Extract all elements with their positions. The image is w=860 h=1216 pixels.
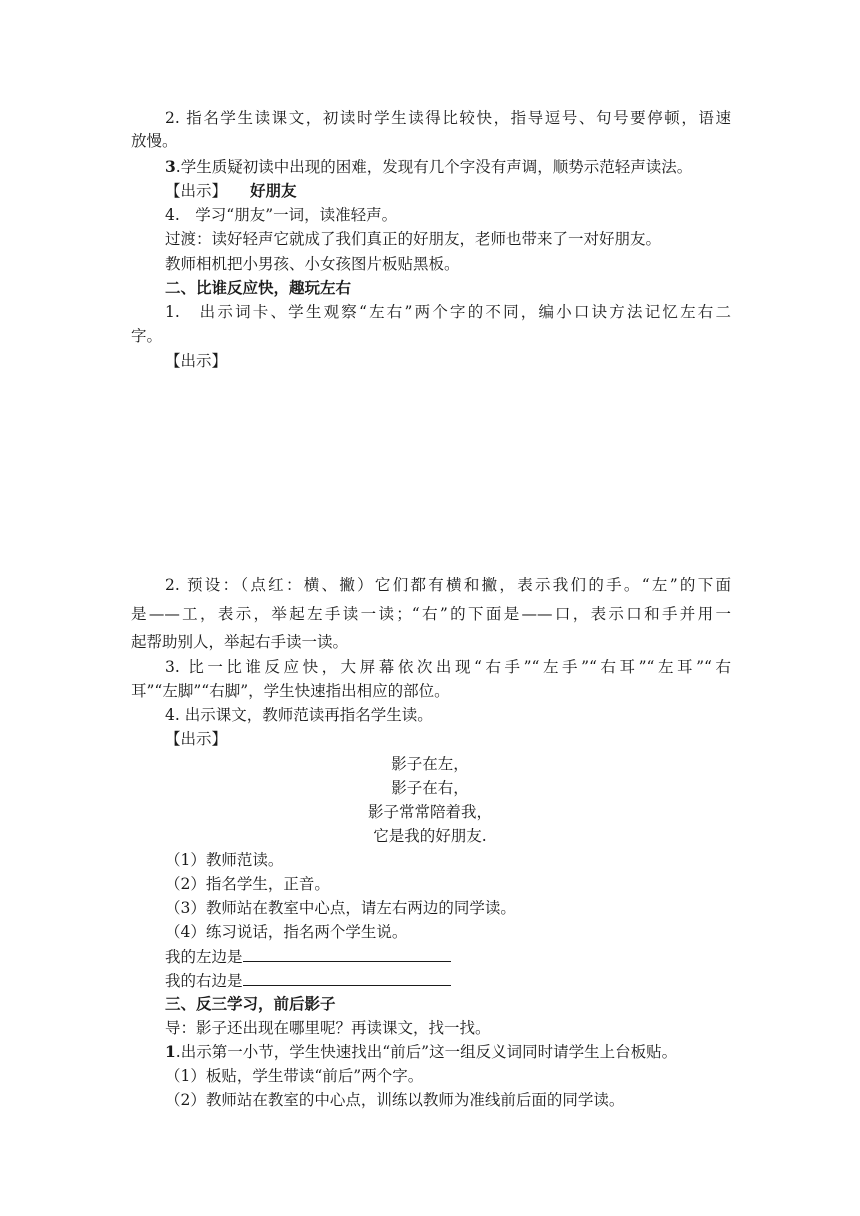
paragraph-line: 1. 出示词卡、学生观察“左右”两个字的不同，编小口诀方法记忆左右二 [165,303,731,321]
paragraph-line: 字。 [131,327,163,345]
poem-line: 影子常常陪着我， [367,803,492,821]
paragraph-line: 教师相机把小男孩、小女孩图片板贴黑板。 [165,255,460,273]
paragraph-line: 导：影子还出现在哪里呢？再读课文，找一找。 [165,1019,491,1037]
step-line: （1）教师范读。 [165,851,284,869]
paragraph-line: 耳”“左脚”“右脚”，学生快速指出相应的部位。 [131,682,450,700]
paragraph-line: 2. 指名学生读课文，初读时学生读得比较快，指导逗号、句号要停顿，语速 [165,109,731,127]
answer-blank [243,945,451,962]
fill-prompt: 我的左边是 [165,948,243,966]
show-label: 【出示】 [165,352,228,370]
paragraph-text: .学生质疑初读中出现的困难，发现有几个字没有声调，顺势示范轻声读法。 [175,158,693,176]
answer-blank [243,969,451,986]
fill-line [165,945,765,968]
section-heading: 三、反三学习，前后影子 [165,994,336,1013]
paragraph-line: 3.学生质疑初读中出现的困难，发现有几个字没有声调，顺势示范轻声读法。 [165,157,693,176]
paragraph-text: .出示第一小节，学生快速找出“前后”这一组反义词同时请学生上台板贴。 [175,1043,678,1061]
paragraph-line: 1.出示第一小节，学生快速找出“前后”这一组反义词同时请学生上台板贴。 [165,1042,678,1061]
paragraph-line: 起帮助别人，举起右手读一读。 [131,633,349,651]
poem-line: 影子在左， [391,755,469,773]
paragraph-line: 3. 比一比谁反应快，大屏幕依次出现“右手”“左手”“右耳”“左耳”“右 [165,658,731,676]
fill-line [165,969,765,992]
paragraph-line: 放慢。 [131,132,178,150]
fill-prompt: 我的右边是 [165,972,243,990]
show-label-line [165,180,765,202]
show-word: 好朋友 [249,181,297,200]
poem-line: 影子在右， [391,779,469,797]
section-heading: 二、比谁反应快，趣玩左右 [165,278,352,297]
step-line: （1）板贴，学生带读“前后”两个字。 [165,1067,424,1085]
paragraph-line: 过渡：读好轻声它就成了我们真正的好朋友，老师也带来了一对好朋友。 [165,230,662,248]
step-line: （4）练习说话，指名两个学生说。 [165,923,408,941]
show-label: 【出示】 [165,730,228,748]
paragraph-line: 4. 出示课文，教师范读再指名学生读。 [165,706,433,724]
step-line: （2）指名学生，正音。 [165,875,330,893]
step-line: （2）教师站在教室的中心点，训练以教师为准线前后面的同学读。 [165,1091,625,1109]
paragraph-line: 2. 预设：（点红：横、撇）它们都有横和撇，表示我们的手。“左”的下面 [165,576,731,594]
paragraph-line: 4. 学习“朋友”一词，读准轻声。 [165,206,398,224]
paragraph-line: 是——工，表示，举起左手读一读；“右”的下面是——口，表示口和手并用一 [131,605,731,623]
step-line: （3）教师站在教室中心点，请左右两边的同学读。 [165,899,516,917]
show-label: 【出示】 [165,182,228,200]
poem-line: 它是我的好朋友. [373,827,487,845]
